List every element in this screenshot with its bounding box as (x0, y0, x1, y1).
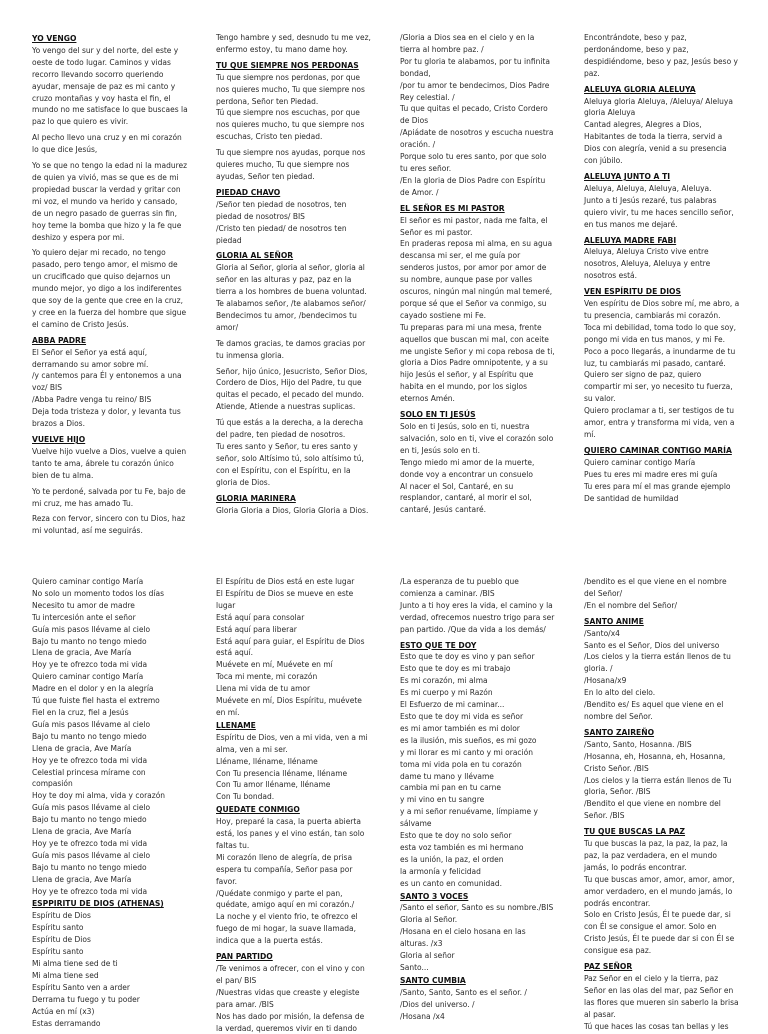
lyrics-paragraph: Te damos gracias, te damos gracias por tu inmensa gloria. (216, 338, 368, 360)
lyrics-line: Lléname, lléname, lléname (216, 756, 318, 766)
song-title: GLORIA MARINERA (216, 493, 296, 503)
lyrics-line: Llena de gracia, Ave María (32, 874, 132, 884)
lyrics-line: es la unión, la paz, el orden (400, 854, 504, 864)
lyrics-line: Bajo tu manto no tengo miedo (32, 862, 147, 872)
lyrics-line: Llena de gracia, Ave María (32, 827, 132, 837)
lyrics-line: Con Tu amor lléname, lléname (216, 780, 331, 790)
lyrics-line: Llena de gracia, Ave María (32, 743, 132, 753)
lyrics-line: Esto que te doy no solo señor (400, 831, 512, 841)
lyrics-line: Está aquí para guiar, el Espíritu de Dios está aquí. (216, 636, 365, 658)
column-2 (216, 32, 372, 518)
song-title: TU QUE BUSCAS LA PAZ (584, 827, 686, 837)
song-title: ALELUYA MADRE FABI (584, 235, 677, 245)
lyrics-line: El Espíritu de Dios está en este lugar (216, 577, 355, 586)
lyrics-paragraph: Yo vengo del sur y del norte, del este y oeste de todo lugar. Caminos y vidas recorro llevando socorro queriendo ayudar, mensaje de paz es mi canto y cruzo montañas y voy hasta el fin, el mundo no me satisface lo que buscaes la paz lo que quiero es vivir. (32, 45, 191, 127)
song-title: SANTO 3 VOCES (400, 891, 469, 901)
lyrics-line: /Dios del universo. / (400, 999, 475, 1009)
lyrics-verse (216, 576, 372, 719)
lyrics-line: /Santo el señor, Santo es su nombre./BIS (400, 903, 554, 913)
lyrics-line: Guía mis pasos llévame al cielo (32, 719, 151, 729)
lyrics-line: El Esfuerzo de mi caminar... (400, 700, 505, 710)
lyrics-paragraph: Hoy, preparé la casa, la puerta abierta está, los panes y el vino están, tan solo faltas tu. Mi corazón lleno de alegría, de prisa espera tu compañía, Señor pasa por favor. /Quédate conmigo y parte el pan, quédate, amigo aquí en mi corazón./ La noche y el viento frio, te ofrezco el fuego de mi hogar, la suave llamada, indica que a la puerta estás. (216, 817, 365, 946)
lyrics-line: esta voz también es mi hermano (400, 842, 524, 852)
lyrics-paragraph: Tengo hambre y sed, desnudo tu me vez, enfermo estoy, tu mano dame hoy. (216, 33, 374, 54)
song-title: VUELVE HIJO (32, 435, 86, 444)
lyrics-paragraph: Señor, hijo único, Jesucristo, Señor Dios, Cordero de Dios, Hijo del Padre, tu que quitas el pecado, el pecado del mundo. Atiende, Atiende a nuestras suplicas. (216, 366, 370, 412)
lyrics-paragraph: Tú que estás a la derecha, a la derecha del padre, ten piedad de nosotros. Tu eres santo y Señor, tu eres santo y señor, solo Altísimo tú, solo altísimo tú, con el Espíritu, con el Espíritu, en la gloria de Dios. (216, 418, 364, 487)
lyrics-line: El Espíritu de Dios se mueve en este lugar (216, 588, 354, 610)
song-title: ESTO QUE TE DOY (400, 640, 477, 650)
lyrics-paragraph: Aleluya, Aleluya, Aleluya, Aleluya. Junto a ti Jesús rezaré, tus palabras quiero vivir, tu me haces sencillo señor, en tus manos me dejaré. (584, 183, 734, 229)
column-1 (32, 32, 191, 536)
lyrics-line: Madre en el dolor y en la alegría (32, 684, 154, 694)
lyrics-paragraph: Tu que siempre nos ayudas, porque nos quieres mucho, Tu que siempre nos ayudas, Señor ten piedad. (216, 148, 368, 181)
lyrics-paragraph: Quiero caminar contigo María Pues tu eres mi madre eres mi guía Tu eres para mí el mas grande ejemplo De santidad de humildad (584, 457, 731, 503)
song-title: SANTO ZAIREÑO (584, 727, 655, 737)
lyrics-line: es la ilusión, mis sueños, es mi gozo (400, 735, 537, 745)
song-title: PAZ SEÑOR (584, 962, 633, 972)
lyrics-line: y mi vino en tu sangre (400, 795, 485, 805)
lyrics-verse (32, 910, 188, 1029)
lyrics-paragraph: /bendito es el que viene en el nombre del Señor/ /En el nombre del Señor/ (584, 577, 727, 610)
lyrics-line: la armonía y felicidad (400, 866, 481, 876)
lyrics-paragraph: Paz Señor en el cielo y la tierra, paz Señor en las olas del mar, paz Señor en las flores que mueren sin saberlo la brisa al pasar. Tú que haces las cosas tan bellas y les (584, 974, 739, 1031)
lyrics-paragraph: /Gloria a Dios sea en el cielo y en la tierra al hombre paz. / Por tu gloria te alabamos, por tu infinita bondad, /por tu amor te bendecimos, Dios Padre Rey celestial. / Tu que quitas el pecado, Cristo Cordero de Dios /Apiádate de nosotros y escucha nuestra oración. / Porque solo tu eres santo, por que solo tu eres señor. /En la gloria de Dios Padre con Espíritu de Amor. / (400, 33, 554, 197)
lyrics-line: Hoy ye te ofrezco toda mi vida (32, 886, 148, 896)
column-1 (32, 576, 188, 1028)
lyrics-paragraph: Solo en ti Jesús, solo en ti, nuestra salvación, solo en ti, vive el corazón solo en ti, Jesús solo en ti. Tengo miedo mi amor de la muerte, donde voy a encontrar un consuelo Al nacer el Sol, Cantaré, en su resplandor, cantaré, al morir el sol, cantaré, Jesús cantaré. (400, 422, 554, 515)
lyrics-paragraph: Tu que buscas la paz, la paz, la paz, la paz, la paz verdadera, en el mundo jamás, lo podrás encontrar. Tu que buscas amor, amor, amor, amor, amor verdadero, en el mundo jamás, lo podrás encontrar. Solo en Cristo Jesús, Él te puede dar, si con Él se consigue el amor. Solo en Cristo Jesús, Él te puede dar si con Él se consigue esa paz. (584, 839, 735, 956)
song-title: QUIERO CAMINAR CONTIGO MARÍA (584, 445, 732, 455)
lyrics-paragraph: /Santo/x4 Santo es el Señor, Dios del universo /Los cielos y la tierra están llenos de tu gloria. / /Hosana/x9 En lo alto del cielo. /Bendito es/ Es aquel que viene en el nombre del Señor. (584, 628, 731, 721)
lyrics-line: Guía mis pasos llévame al cielo (32, 624, 151, 634)
lyrics-line: Hoy ye te ofrezco toda mi vida (32, 838, 148, 848)
lyrics-line: Necesito tu amor de madre (32, 600, 135, 610)
lyrics-line: Gloria al señor (400, 951, 455, 961)
song-title: PAN PARTIDO (216, 952, 273, 962)
lyrics-verse (32, 576, 188, 897)
lyrics-paragraph: Encontrándote, beso y paz, perdonándome, beso y paz, despidiéndome, beso y paz, Jesús beso y paz. (584, 33, 741, 78)
lyrics-paragraph: Ven espíritu de Dios sobre mí, me abro, a tu presencia, cambiarás mi corazón. Toca mi debilidad, toma todo lo que soy, pongo mi vida en tus manos, y mi Fe. Poco a poco llegarás, a inundarme de tu luz, tu cambiarás mi pasado, cantaré. Quiero ser signo de paz, quiero compartir mi ser, yo necesito tu fuerza, su valor. Quiero proclamar a ti, ser testigos de tu amor, entra y transforma mi vida, ven a mí. (584, 299, 740, 439)
songbook-page-bottom (0, 572, 768, 1033)
lyrics-paragraph: Al pecho llevo una cruz y en mi corazón lo que dice Jesús, (32, 133, 185, 155)
lyrics-line: Mi alma tiene sed de ti (32, 959, 118, 968)
lyrics-line: toma mi vida pola en tu corazón (400, 759, 522, 769)
song-title: EL SEÑOR ES MI PASTOR (400, 203, 505, 213)
lyrics-line: No solo un momento todos los días (32, 588, 164, 598)
lyrics-line: Espíritu de Dios (32, 935, 91, 945)
lyrics-line: Celestial princesa mírame con compasión (32, 767, 146, 789)
lyrics-paragraph: Gloria Gloria a Dios, Gloria Gloria a Dios. (216, 505, 369, 515)
lyrics-line: y mi llorar es mi canto y mi oración (400, 747, 533, 757)
lyrics-paragraph: /Te venimos a ofrecer, con el vino y con el pan/ BIS /Nuestras vidas que creaste y elegiste para amar. /BIS Nos has dado por misión, la defensa de la verdad, queremos vivir en ti dando (216, 964, 365, 1033)
lyrics-line: Gloria al Señor. (400, 915, 458, 925)
lyrics-paragraph: Gloria al Señor, gloria al señor, gloria al señor en las alturas y paz, paz en la tierra a los hombres de buena voluntad. Te alabamos señor, /te alabamos señor/ Bendecimos tu amor, /bendecimos tu amor/ (216, 263, 367, 332)
column-2 (216, 576, 372, 1033)
lyrics-line: Santo... (400, 963, 429, 972)
song-title: ALELUYA GLORIA ALELUYA (584, 84, 696, 94)
song-title: SANTO CUMBIA (400, 975, 466, 985)
lyrics-line: Espíritu de Dios, ven a mi vida, ven a mi alma, ven a mi ser. (216, 732, 368, 754)
lyrics-line: Estas derramando (32, 1018, 101, 1028)
lyrics-line: cambia mi pan en tu carne (400, 783, 501, 793)
song-title: VEN ESPÍRITU DE DIOS (584, 287, 681, 297)
lyrics-line: es mi amor también es mi dolor (400, 723, 520, 733)
column-4 (584, 32, 740, 518)
lyrics-line: Esto que te doy es vino y pan señor (400, 652, 535, 662)
lyrics-line: /Santo, Santo, Santo es el señor. / (400, 987, 527, 997)
lyrics-line: Está aquí para liberar (216, 624, 297, 634)
lyrics-verse (400, 651, 556, 889)
lyrics-verse (400, 902, 556, 973)
lyrics-line: Hoy ye te ofrezco toda mi vida (32, 660, 148, 670)
lyrics-paragraph: Aleluya, Aleluya Cristo vive entre nosotros, Aleluya, Aleluya y entre nosotros está. (584, 247, 713, 281)
song-title: LLENAME (216, 720, 256, 730)
column-3 (400, 576, 556, 1024)
lyrics-line: Llena de gracia, Ave María (32, 648, 132, 658)
lyrics-line: Toca mi mente, mi corazón (216, 672, 318, 682)
song-title: YO VENGO (32, 34, 77, 43)
lyrics-line: Espíritu santo (32, 923, 84, 933)
lyrics-line: Espíritu santo (32, 947, 84, 957)
lyrics-line: Hoy ye te ofrezco toda mi vida (32, 755, 148, 765)
lyrics-paragraph: Yo quiero dejar mi recado, no tengo pasado, pero tengo amor, el mismo de un crucificado que quiso dejarnos un mundo mejor, yo digo a los indiferentes que soy de la gente que cree en la cruz, y cree en la fuerza del hombre que sigue el camino de Cristo Jesús. (32, 248, 189, 329)
lyrics-paragraph: Reza con fervor, sincero con tu Dios, haz mi voluntad, así me seguirás. (32, 514, 188, 536)
song-title: GLORIA AL SEÑOR (216, 251, 294, 261)
lyrics-line: /Hosana en el cielo hosana en las alturas. /x3 (400, 927, 526, 949)
column-4 (584, 576, 740, 1031)
lyrics-paragraph: Tu que siempre nos perdonas, por que nos quieres mucho, Tu que siempre nos perdona, Señor ten Piedad. Tú que siempre nos escuchas, por que nos quieres mucho, tu que siempre nos escuchas, Cristo ten piedad. (216, 72, 365, 142)
song-title: SANTO ANIME (584, 616, 644, 626)
lyrics-paragraph: Vuelve hijo vuelve a Dios, vuelve a quien tanto te ama, ábrele tu corazón único bien de tu alma. (32, 446, 189, 480)
column-3 (400, 32, 556, 518)
lyrics-line: Bajo tu manto no tengo miedo (32, 636, 147, 646)
song-title: ABBA PADRE (32, 335, 87, 345)
lyrics-line: Guía mis pasos llévame al cielo (32, 850, 151, 860)
lyrics-line: Es mi corazón, mi alma (400, 676, 488, 686)
lyrics-paragraph: /La esperanza de tu pueblo que comienza a caminar. /BIS Junto a ti hoy eres la vida, el camino y la verdad, ofrecemos nuestro trigo para ser pan partido. /Que da vida a los demás/ (400, 577, 555, 634)
lyrics-line: Llena mi vida de tu amor (216, 684, 311, 694)
lyrics-line: dame tu mano y llévame (400, 771, 494, 781)
lyrics-line: Esto que te doy es mi trabajo (400, 664, 511, 674)
lyrics-line: Espíritu Santo ven a arder (32, 982, 130, 992)
song-title: PIEDAD CHAVO (216, 187, 281, 197)
song-title: TU QUE SIEMPRE NOS PERDONAS (216, 60, 359, 70)
lyrics-line: Fiel en la cruz, fiel a Jesús (32, 707, 129, 717)
lyrics-line: Esto que te doy mi vida es señor (400, 711, 524, 721)
lyrics-line: Está aquí para consolar (216, 612, 305, 622)
lyrics-paragraph: Yo se que no tengo la edad ni la madurez de quien ya vivió, mas se que es de mi propiedad buscar la verdad y gritar con mi voz, el mundo va herido y cansado, de un negro pasado de guerras sin fin, hoy teme la bomba que hizo y la fe que deshizo y espera por mi. (32, 161, 190, 242)
lyrics-line: Muévete en mí, Dios Espíritu, muévete en mí. (216, 696, 362, 717)
lyrics-line: Actúa en mí (x3) (32, 1006, 95, 1016)
lyrics-verse (216, 732, 372, 803)
lyrics-paragraph: Yo te perdoné, salvada por tu Fe, bajo de mi cruz, me has amado Tu. (32, 486, 189, 508)
lyrics-line: Tu intercesión ante el señor (32, 612, 136, 622)
lyrics-paragraph: El Señor el Señor ya está aquí, derramando su amor sobre mí. /y cantemos para Él y entonemos a una voz/ BIS /Abba Padre venga tu reino/ BIS Deja toda tristeza y dolor, y levanta tus brazos a Dios. (32, 347, 182, 429)
lyrics-line: Con Tu bondad. (216, 792, 275, 802)
lyrics-line: Derrama tu fuego y tu poder (32, 994, 140, 1004)
lyrics-paragraph: El señor es mi pastor, nada me falta, el Señor es mi pastor. En praderas reposa mi alma, en su agua descansa mi ser, el me guía por senderos justos, por amor por amor de su nombre, aunque pase por valles oscuros, ningún mal ningún mal temeré, porque sé que el Señor va conmigo, su cayado sostiene mi Fe. Tu preparas para mi una mesa, frente aquellos que buscan mi mal, con aceite me ungiste Señor y mi copa rebosa de ti, gloria a Dios Padre omnipotente, y a su hijo Jesús el señor, y al Espíritu que habita en el mundo, por los siglos eternos Amén. (400, 215, 555, 404)
lyrics-line: Quiero caminar contigo María (32, 672, 144, 682)
lyrics-line: Quiero caminar contigo María (32, 577, 144, 586)
song-title: ESPPIRITU DE DIOS (ATHENAS) (32, 899, 164, 909)
lyrics-line: Tú que fuiste fiel hasta el extremo (32, 696, 160, 706)
lyrics-line: Es mi cuerpo y mi Razón (400, 688, 493, 698)
lyrics-line: Espíritu de Dios (32, 911, 91, 921)
lyrics-paragraph: Aleluya gloria Aleluya, /Aleluya/ Aleluya gloria Aleluya Cantad alegres, Alegres a Dios, Habitantes de toda la tierra, servid a Dios con alegría, venid a su presencia con júbilo. (584, 96, 733, 166)
lyrics-line: y a mi señor renuévame, límpiame y sálvame (400, 807, 538, 829)
lyrics-paragraph: /Señor ten piedad de nosotros, ten piedad de nosotros/ BIS /Cristo ten piedad/ de nosotros ten piedad (216, 199, 347, 245)
song-title: SOLO EN TI JESÚS (400, 410, 476, 420)
song-title: ALELUYA JUNTO A TI (584, 171, 671, 181)
lyrics-paragraph: /Santo, Santo, Hosanna. /BIS /Hosanna, eh, Hosanna, eh, Hosanna, Cristo Señor. /BIS /Los cielos y la tierra están llenos de Tu gloria, Señor. /BIS /Bendito el que viene en nombre del Señor. /BIS (584, 739, 732, 821)
lyrics-line: Muévete en mí, Muévete en mí (216, 660, 333, 670)
lyrics-line: Hoy te doy mi alma, vida y corazón (32, 791, 166, 801)
lyrics-line: Mi alma tiene sed (32, 970, 99, 980)
lyrics-line: Bajo tu manto no tengo miedo (32, 731, 147, 741)
lyrics-line: es un canto en comunidad. (400, 878, 503, 888)
lyrics-line: Con Tu presencia lléname, lléname (216, 768, 348, 778)
lyrics-line: Bajo tu manto no tengo miedo (32, 815, 147, 825)
lyrics-line: /Hosana /x4 (400, 1011, 445, 1021)
lyrics-verse (400, 987, 556, 1023)
song-title: QUEDATE CONMIGO (216, 805, 300, 815)
lyrics-line: Guía mis pasos llévame al cielo (32, 803, 151, 813)
